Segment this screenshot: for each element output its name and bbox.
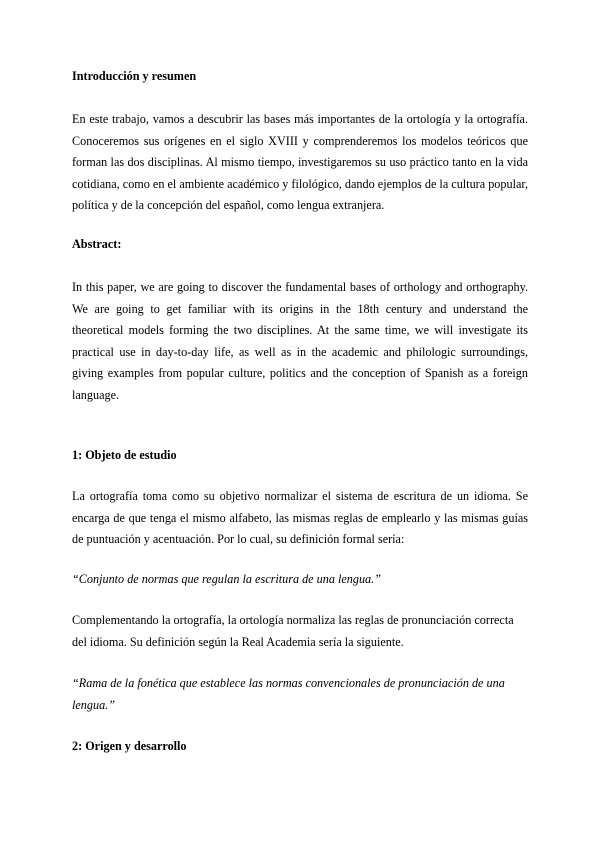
section1-quote-1: “Conjunto de normas que regulan la escritura de una lengua.” xyxy=(72,572,381,586)
abstract-paragraph: In this paper, we are going to discover the fundamental bases of orthology and orthography. We are going to get familiar with its origins in the 18th century and understand the theoretical models forming the two disciplines. At the same time, we will investigate its practical use in day-to-day life, as well as in the academic and philologic surroundings, giving examples from popular culture, politics and the conception of Spanish as a foreign language. xyxy=(72,280,528,402)
abstract-heading: Abstract: xyxy=(72,237,122,251)
section1-quote-2: “Rama de la fonética que establece las normas convencionales de pronunciación de una lengua.” xyxy=(72,676,505,712)
section2-heading: 2: Origen y desarrollo xyxy=(72,739,187,753)
intro-heading: Introducción y resumen xyxy=(72,69,197,83)
intro-paragraph: En este trabajo, vamos a descubrir las bases más importantes de la ortología y la ortografía. Conoceremos sus orígenes en el siglo XVIII y comprenderemos los modelos teóricos que forman las dos disciplinas. Al mismo tiempo, investigaremos su uso práctico tanto en la vida cotidiana, como en el ambiente académico y filológico, dando ejemplos de la cultura popular, política y de la concepción del español, como lengua extranjera. xyxy=(72,112,528,212)
section1-paragraph-1: La ortografía toma como su objetivo normalizar el sistema de escritura de un idioma. Se encarga de que tenga el mismo alfabeto, las mismas reglas de emplearlo y las mismas guías de puntuación y acentuación. Por lo cual, su definición formal sería: xyxy=(72,489,528,546)
section1-heading: 1: Objeto de estudio xyxy=(72,448,177,462)
section1-paragraph-2: Complementando la ortografía, la ortología normaliza las reglas de pronunciación correcta del idioma. Su definición según la Real Academia sería la siguiente. xyxy=(72,613,514,649)
